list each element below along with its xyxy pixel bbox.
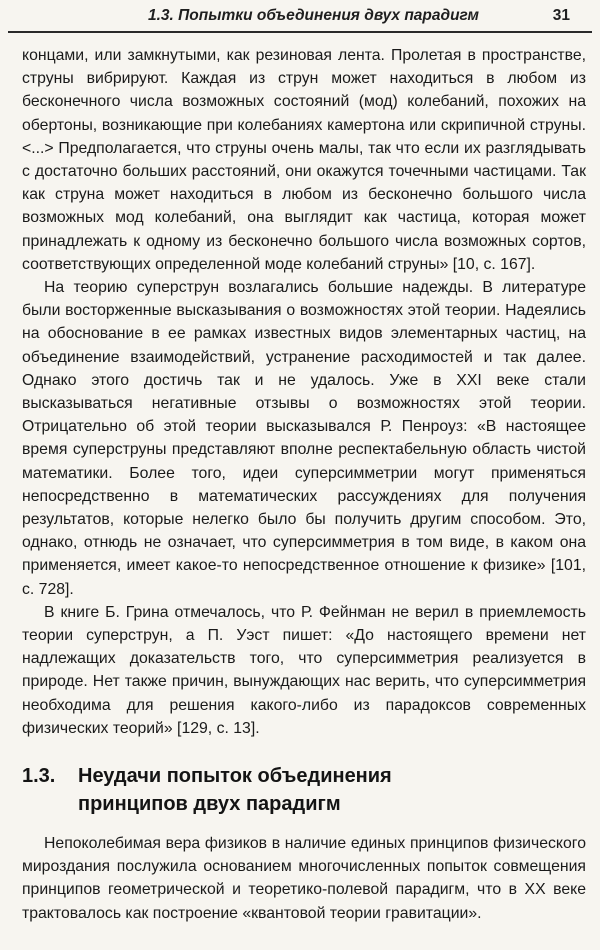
header-rule <box>8 31 592 33</box>
running-head-title: 1.3. Попытки объединения двух парадигм <box>148 7 479 24</box>
paragraph-continuation: концами, или замкнутыми, как резиновая лента. Пролетая в пространстве, струны вибрируют. Каждая из струн может находиться в любом из бесконечного числа возможных состояний (мод) колебаний, похожих на обертоны, возникающие при колебаниях камертона или скрипичной струны. <...> Предполагается, что струны очень малы, так что если их разглядывать с достаточно больших расстояний, они окажутся точечными частицами. Так как струна может находиться в любом из бесконечно большого числа возможных мод колебаний, она выглядит как частица, которая может принадлежать к одному из бесконечно большого числа возможных сортов, соответствующих определенной моде колебаний струны» [10, с. 167]. <box>22 47 586 273</box>
page-number: 31 <box>552 7 570 24</box>
body-text <box>22 44 586 740</box>
section-number: 1.3. <box>22 765 56 787</box>
paragraph-superstrings-hopes: На теорию суперструн возлагались большие надежды. В литературе были восторженные высказывания о возможностях этой теории. Надеялись на обоснование в ее рамках известных видов элементарных частиц, на объединение взаимодействий, устранение расходимостей и так далее. Однако этого достичь так и не удалось. Уже в XXI веке стали высказываться негативные отзывы о возможностях этой теории. Отрицательно об этой теории высказывался Р. Пенроуз: «В настоящее время суперструны представляют вполне респектабельную область чистой математики. Более того, идеи суперсимметрии могут применяться непосредственно в математических рассуждениях для получения результатов, которые нелегко было бы получить другим способом. Это, однако, отнюдь не означает, что суперсимметрия в том виде, в каком она применяется, имеет какое-то непосредственное отношение к физике» [101, с. 728]. <box>22 279 586 598</box>
section-body <box>22 832 586 925</box>
section-heading <box>22 762 586 818</box>
paragraph-greene-west: В книге Б. Грина отмечалось, что Р. Фейнман не верил в приемлемость теории суперструн, а П. Уэст пишет: «До настоящего времени нет надлежащих доказательств того, что суперсимметрия реализуется в природе. Нет также причин, вынуждающих нас верить, что суперсимметрия необходима для решения какого-либо из парадоксов современных физических теорий» [129, с. 13]. <box>22 603 586 737</box>
section-title-line1: Неудачи попыток объединения <box>78 765 392 787</box>
paragraph-section-intro: Непоколебимая вера физиков в наличие единых принципов физического мироздания послужила основанием многочисленных попыток совмещения принципов геометрической и теоретико-полевой парадигм, что в XX веке трактовалось как построение «квантовой теории гравитации». <box>22 835 586 922</box>
section-title-line2: принципов двух парадигм <box>78 793 341 815</box>
running-head <box>0 0 600 34</box>
